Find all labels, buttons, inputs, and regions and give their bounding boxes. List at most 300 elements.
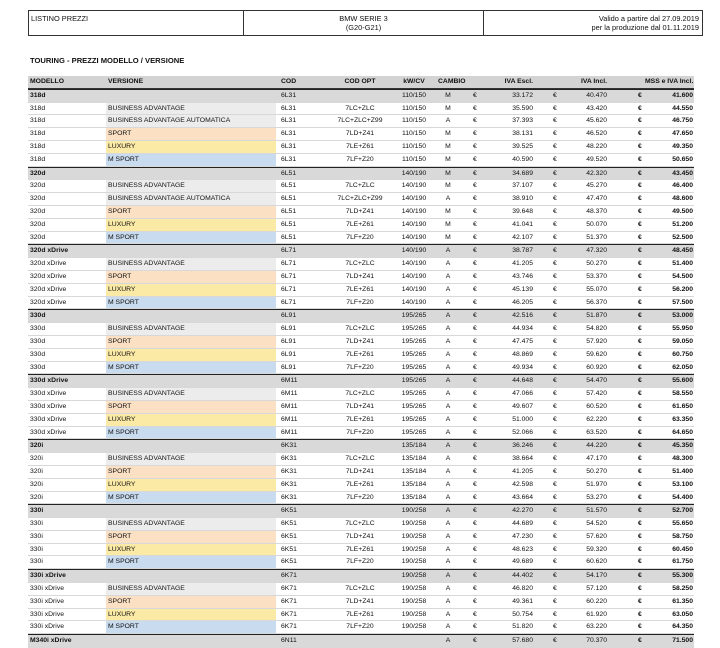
cell-cod: 6K51	[281, 507, 297, 515]
cell-modello: 330i xDrive	[30, 623, 64, 631]
series-title: BMW SERIE 3	[339, 14, 388, 23]
cell-iva-escl: 47.475	[512, 337, 533, 345]
cell-kw-cv: 195/265	[401, 390, 427, 398]
cell-cambio: M	[445, 182, 451, 190]
cell-iva-incl: 60.220	[586, 597, 607, 605]
currency-symbol: €	[473, 597, 477, 605]
cell-cod: 6L71	[281, 260, 297, 268]
table-row-base-model	[28, 439, 694, 453]
cell-iva-incl: 50.270	[586, 260, 607, 268]
cell-modello: 318d	[30, 117, 46, 125]
cell-iva-escl: 40.590	[512, 155, 533, 163]
cell-modello: 330i xDrive	[30, 572, 66, 580]
cell-cambio: A	[445, 260, 451, 268]
cell-iva-escl: 33.172	[512, 91, 533, 99]
cell-kw-cv: 195/265	[401, 312, 427, 320]
cell-versione: LUXURY	[106, 609, 276, 621]
cell-cambio: A	[445, 285, 451, 293]
currency-symbol: €	[638, 247, 642, 255]
cell-cambio: A	[445, 610, 451, 618]
table-row	[28, 336, 694, 349]
currency-symbol: €	[553, 298, 557, 306]
cell-versione: M SPORT	[106, 362, 276, 374]
cell-cod-opt: 7LC+ZLC+Z99	[337, 117, 383, 125]
currency-symbol: €	[638, 610, 642, 618]
cell-cod-opt: 7LE+Z61	[346, 220, 374, 228]
cell-mss: 52.700	[672, 507, 693, 515]
currency-symbol: €	[553, 142, 557, 150]
cell-kw-cv: 195/265	[401, 402, 427, 410]
currency-symbol: €	[638, 637, 642, 645]
cell-iva-escl: 38.787	[512, 247, 533, 255]
currency-symbol: €	[473, 637, 477, 645]
cell-mss: 53.000	[672, 312, 693, 320]
cell-versione: M SPORT	[106, 492, 276, 504]
cell-cod: 6M11	[281, 402, 298, 410]
cell-cambio: M	[445, 207, 451, 215]
currency-symbol: €	[553, 325, 557, 333]
cell-cambio: A	[445, 467, 451, 475]
cell-kw-cv: 190/258	[401, 558, 427, 566]
table-header-row	[28, 76, 694, 89]
currency-symbol: €	[473, 272, 477, 280]
cell-kw-cv: 190/258	[401, 597, 427, 605]
currency-symbol: €	[553, 91, 557, 99]
currency-symbol: €	[553, 455, 557, 463]
cell-iva-escl: 51.000	[512, 415, 533, 423]
table-row	[28, 531, 694, 544]
currency-symbol: €	[553, 233, 557, 241]
cell-iva-escl: 43.746	[512, 272, 533, 280]
cell-cod: 6L51	[281, 220, 297, 228]
cell-mss: 55.650	[672, 520, 693, 528]
cell-modello: 318d	[30, 104, 46, 112]
cell-cambio: M	[445, 91, 451, 99]
currency-symbol: €	[473, 220, 477, 228]
cell-cod-opt: 7LE+Z61	[346, 350, 374, 358]
cell-modello: 330d xDrive	[30, 377, 69, 385]
cell-iva-incl: 59.620	[586, 350, 607, 358]
cell-kw-cv: 195/265	[401, 350, 427, 358]
currency-symbol: €	[553, 532, 557, 540]
cell-versione	[106, 310, 276, 322]
cell-cod: 6L51	[281, 195, 297, 203]
cell-cod: 6M11	[281, 415, 298, 423]
currency-symbol: €	[553, 195, 557, 203]
cell-modello: 320d xDrive	[30, 272, 67, 280]
cell-modello: 320d xDrive	[30, 298, 67, 306]
currency-symbol: €	[638, 467, 642, 475]
table-row	[28, 284, 694, 297]
cell-kw-cv: 195/265	[401, 377, 427, 385]
currency-symbol: €	[638, 337, 642, 345]
cell-mss: 62.050	[672, 363, 693, 371]
cell-kw-cv: 140/190	[401, 169, 427, 177]
table-row	[28, 401, 694, 414]
table-row	[28, 414, 694, 427]
cell-modello: 330d	[30, 350, 46, 358]
currency-symbol: €	[473, 493, 477, 501]
currency-symbol: €	[473, 155, 477, 163]
cell-kw-cv: 135/184	[401, 480, 427, 488]
cell-cambio: M	[445, 142, 451, 150]
cell-iva-incl: 63.520	[586, 428, 607, 436]
cell-cod: 6L31	[281, 91, 297, 99]
table-row-base-model	[28, 504, 694, 518]
cell-cambio: A	[445, 637, 451, 645]
table-body	[28, 89, 694, 648]
cell-mss: 43.450	[672, 169, 693, 177]
table-row-base-model	[28, 569, 694, 583]
cell-cambio: A	[445, 325, 451, 333]
cell-iva-escl: 35.590	[512, 104, 533, 112]
cell-cod: 6K71	[281, 610, 297, 618]
cell-modello: 320d	[30, 220, 46, 228]
cell-mss: 46.750	[672, 117, 693, 125]
cell-mss: 54.500	[672, 272, 693, 280]
cell-versione: M SPORT	[106, 297, 276, 309]
table-row-base-model	[28, 374, 694, 388]
col-header-kw-cv: kW/CV	[403, 78, 425, 85]
cell-cambio: A	[445, 493, 451, 501]
cell-mss: 59.050	[672, 337, 693, 345]
cell-kw-cv: 190/258	[401, 520, 427, 528]
series-code: (G20-G21)	[345, 23, 382, 32]
cell-modello: 320i	[30, 493, 43, 501]
cell-mss: 60.450	[672, 545, 693, 553]
cell-modello: 320d	[30, 233, 46, 241]
cell-iva-incl: 47.470	[586, 195, 607, 203]
cell-iva-incl: 53.270	[586, 493, 607, 501]
cell-iva-escl: 38.131	[512, 130, 533, 138]
cell-modello: 320d xDrive	[30, 260, 67, 268]
currency-symbol: €	[638, 260, 642, 268]
currency-symbol: €	[553, 480, 557, 488]
currency-symbol: €	[473, 572, 477, 580]
col-header-iva-escl: IVA Escl.	[504, 78, 533, 85]
cell-kw-cv: 190/258	[401, 623, 427, 631]
currency-symbol: €	[638, 507, 642, 515]
cell-modello: 320d	[30, 169, 46, 177]
cell-cod-opt: 7LE+Z61	[346, 610, 374, 618]
cell-mss: 49.500	[672, 207, 693, 215]
table-row-base-model	[28, 244, 694, 258]
col-header-cod: COD	[281, 78, 297, 85]
cell-kw-cv: 110/150	[401, 104, 427, 112]
cell-modello: 318d	[30, 142, 46, 150]
cell-cod-opt: 7LF+Z20	[346, 428, 374, 436]
currency-symbol: €	[553, 350, 557, 358]
cell-cod-opt: 7LD+Z41	[345, 272, 375, 280]
cell-cod-opt: 7LD+Z41	[345, 207, 375, 215]
table-row	[28, 154, 694, 167]
currency-symbol: €	[553, 272, 557, 280]
cell-cod-opt: 7LC+ZLC	[345, 182, 375, 190]
cell-cod: 6K31	[281, 442, 297, 450]
cell-mss: 61.650	[672, 402, 693, 410]
cell-cambio: M	[445, 169, 451, 177]
cell-kw-cv: 110/150	[401, 155, 427, 163]
cell-iva-escl: 43.664	[512, 493, 533, 501]
currency-symbol: €	[473, 428, 477, 436]
cell-iva-escl: 42.270	[512, 507, 533, 515]
cell-cambio: A	[445, 350, 451, 358]
cell-cambio: A	[445, 195, 451, 203]
cell-cod: 6K31	[281, 480, 297, 488]
cell-iva-escl: 48.869	[512, 350, 533, 358]
cell-cod: 6L71	[281, 247, 297, 255]
currency-symbol: €	[473, 337, 477, 345]
cell-cod-opt: 7LC+ZLC	[345, 585, 375, 593]
cell-iva-escl: 48.623	[512, 545, 533, 553]
currency-symbol: €	[553, 545, 557, 553]
cell-cod-opt: 7LC+ZLC	[345, 390, 375, 398]
cell-iva-incl: 47.170	[586, 455, 607, 463]
cell-iva-escl: 44.402	[512, 572, 533, 580]
cell-kw-cv: 110/150	[401, 130, 427, 138]
cell-iva-incl: 57.920	[586, 337, 607, 345]
cell-mss: 50.650	[672, 155, 693, 163]
cell-mss: 49.350	[672, 142, 693, 150]
currency-symbol: €	[553, 117, 557, 125]
cell-versione: BUSINESS ADVANTAGE	[106, 103, 276, 115]
currency-symbol: €	[473, 130, 477, 138]
cell-mss: 60.750	[672, 350, 693, 358]
cell-cambio: A	[445, 363, 451, 371]
col-header-iva-incl: IVA Incl.	[580, 78, 607, 85]
col-header-cod-opt: COD OPT	[344, 78, 376, 85]
cell-kw-cv: 110/150	[401, 117, 427, 125]
cell-modello: 330i	[30, 532, 43, 540]
currency-symbol: €	[473, 402, 477, 410]
table-row	[28, 297, 694, 310]
cell-modello: 330i xDrive	[30, 585, 64, 593]
cell-kw-cv: 140/190	[401, 233, 427, 241]
currency-symbol: €	[553, 182, 557, 190]
cell-cod-opt: 7LF+Z20	[346, 233, 374, 241]
cell-cod: 6L51	[281, 182, 297, 190]
currency-symbol: €	[553, 207, 557, 215]
currency-symbol: €	[638, 442, 642, 450]
currency-symbol: €	[553, 312, 557, 320]
cell-kw-cv: 135/184	[401, 467, 427, 475]
col-header-cambio: CAMBIO	[438, 78, 466, 85]
cell-modello: 320i	[30, 442, 44, 450]
cell-versione: SPORT	[106, 531, 276, 543]
cell-cod-opt: 7LD+Z41	[345, 467, 375, 475]
cell-iva-incl: 57.120	[586, 585, 607, 593]
cell-cambio: A	[445, 272, 451, 280]
currency-symbol: €	[473, 455, 477, 463]
cell-kw-cv: 110/150	[401, 142, 427, 150]
currency-symbol: €	[553, 260, 557, 268]
cell-iva-escl: 42.107	[512, 233, 533, 241]
cell-iva-incl: 55.070	[586, 285, 607, 293]
cell-kw-cv: 195/265	[401, 325, 427, 333]
cell-iva-incl: 54.520	[586, 520, 607, 528]
cell-modello: 318d	[30, 130, 46, 138]
cell-versione	[106, 168, 276, 180]
cell-mss: 44.550	[672, 104, 693, 112]
cell-iva-incl: 59.320	[586, 545, 607, 553]
table-row	[28, 427, 694, 440]
currency-symbol: €	[553, 572, 557, 580]
cell-modello: 320d xDrive	[30, 285, 67, 293]
cell-iva-escl: 47.066	[512, 390, 533, 398]
cell-iva-incl: 54.470	[586, 377, 607, 385]
table-row	[28, 453, 694, 466]
table-row	[28, 466, 694, 479]
cell-mss: 55.300	[672, 572, 693, 580]
cell-kw-cv: 190/258	[401, 610, 427, 618]
cell-modello: 320d xDrive	[30, 247, 69, 255]
cell-cod: 6L71	[281, 285, 297, 293]
cell-versione	[106, 570, 276, 582]
cell-cod: 6L71	[281, 272, 297, 280]
currency-symbol: €	[553, 428, 557, 436]
cell-cod-opt: 7LF+Z20	[346, 298, 374, 306]
cell-iva-incl: 48.220	[586, 142, 607, 150]
currency-symbol: €	[553, 585, 557, 593]
cell-cod-opt: 7LC+ZLC	[345, 260, 375, 268]
cell-modello: 330d xDrive	[30, 428, 67, 436]
cell-modello: 330i xDrive	[30, 597, 64, 605]
listino-label: LISTINO PREZZI	[31, 14, 89, 23]
col-header-mss: MSS e IVA Incl.	[645, 78, 694, 85]
table-row	[28, 479, 694, 492]
cell-cod: 6L91	[281, 363, 297, 371]
currency-symbol: €	[638, 390, 642, 398]
cell-cod: 6M11	[281, 377, 298, 385]
cell-cambio: A	[445, 337, 451, 345]
cell-cod: 6K71	[281, 572, 297, 580]
production-date: per la produzione dal 01.11.2019	[591, 23, 699, 32]
currency-symbol: €	[473, 233, 477, 241]
cell-iva-incl: 57.620	[586, 532, 607, 540]
cell-iva-incl: 47.320	[586, 247, 607, 255]
currency-symbol: €	[553, 558, 557, 566]
cell-kw-cv: 135/184	[401, 493, 427, 501]
currency-symbol: €	[638, 104, 642, 112]
table-row	[28, 583, 694, 596]
cell-versione: BUSINESS ADVANTAGE	[106, 518, 276, 530]
currency-symbol: €	[473, 390, 477, 398]
cell-cod-opt: 7LE+Z61	[346, 142, 374, 150]
currency-symbol: €	[553, 220, 557, 228]
cell-cambio: M	[445, 155, 451, 163]
cell-cod-opt: 7LF+Z20	[346, 493, 374, 501]
cell-iva-escl: 49.607	[512, 402, 533, 410]
currency-symbol: €	[473, 195, 477, 203]
cell-iva-incl: 48.370	[586, 207, 607, 215]
currency-symbol: €	[553, 247, 557, 255]
currency-symbol: €	[473, 377, 477, 385]
cell-mss: 45.350	[672, 442, 693, 450]
currency-symbol: €	[638, 585, 642, 593]
currency-symbol: €	[553, 623, 557, 631]
cell-cod-opt: 7LD+Z41	[345, 402, 375, 410]
currency-symbol: €	[638, 220, 642, 228]
cell-mss: 58.550	[672, 390, 693, 398]
cell-kw-cv: 135/184	[401, 455, 427, 463]
cell-iva-escl: 34.689	[512, 169, 533, 177]
cell-cod-opt: 7LC+ZLC	[345, 325, 375, 333]
currency-symbol: €	[473, 415, 477, 423]
cell-cambio: M	[445, 220, 451, 228]
cell-kw-cv: 190/258	[401, 572, 427, 580]
table-row	[28, 544, 694, 557]
cell-iva-incl: 42.320	[586, 169, 607, 177]
cell-iva-incl: 70.370	[586, 637, 607, 645]
cell-iva-escl: 39.525	[512, 142, 533, 150]
cell-modello: 330d xDrive	[30, 390, 67, 398]
cell-mss: 64.350	[672, 623, 693, 631]
cell-iva-escl: 39.648	[512, 207, 533, 215]
cell-iva-escl: 51.820	[512, 623, 533, 631]
currency-symbol: €	[638, 415, 642, 423]
table-row	[28, 219, 694, 232]
cell-iva-incl: 60.920	[586, 363, 607, 371]
cell-cod: 6L31	[281, 155, 297, 163]
table-row	[28, 596, 694, 609]
cell-mss: 51.400	[672, 467, 693, 475]
cell-modello: 330i xDrive	[30, 610, 64, 618]
cell-iva-escl: 44.934	[512, 325, 533, 333]
cell-kw-cv: 195/265	[401, 428, 427, 436]
cell-modello: 320i	[30, 455, 43, 463]
cell-modello: 318d	[30, 155, 46, 163]
table-row	[28, 103, 694, 116]
cell-versione: BUSINESS ADVANTAGE	[106, 258, 276, 270]
cell-iva-incl: 51.370	[586, 233, 607, 241]
cell-versione: SPORT	[106, 466, 276, 478]
currency-symbol: €	[553, 377, 557, 385]
cell-iva-incl: 43.420	[586, 104, 607, 112]
currency-symbol: €	[638, 117, 642, 125]
currency-symbol: €	[553, 493, 557, 501]
cell-kw-cv: 110/150	[401, 91, 427, 99]
currency-symbol: €	[473, 363, 477, 371]
cell-modello: 330d xDrive	[30, 402, 67, 410]
cell-mss: 63.050	[672, 610, 693, 618]
currency-symbol: €	[553, 285, 557, 293]
currency-symbol: €	[473, 442, 477, 450]
cell-cod-opt: 7LE+Z61	[346, 415, 374, 423]
col-header-versione: VERSIONE	[108, 78, 144, 85]
currency-symbol: €	[638, 480, 642, 488]
cell-cod: 6L31	[281, 142, 297, 150]
currency-symbol: €	[553, 169, 557, 177]
currency-symbol: €	[473, 117, 477, 125]
table-row-base-model	[28, 89, 694, 103]
cell-iva-escl: 47.230	[512, 532, 533, 540]
currency-symbol: €	[638, 493, 642, 501]
cell-mss: 57.500	[672, 298, 693, 306]
cell-iva-incl: 50.070	[586, 220, 607, 228]
cell-mss: 58.750	[672, 532, 693, 540]
cell-cod: 6L91	[281, 337, 297, 345]
table-row	[28, 180, 694, 193]
currency-symbol: €	[553, 363, 557, 371]
cell-modello: 318d	[30, 91, 46, 99]
cell-kw-cv: 140/190	[401, 207, 427, 215]
currency-symbol: €	[473, 91, 477, 99]
cell-cambio: A	[445, 455, 451, 463]
cell-cod: 6L51	[281, 233, 297, 241]
cell-cambio: A	[445, 442, 451, 450]
cell-iva-escl: 49.934	[512, 363, 533, 371]
cell-cod: 6L31	[281, 117, 297, 125]
